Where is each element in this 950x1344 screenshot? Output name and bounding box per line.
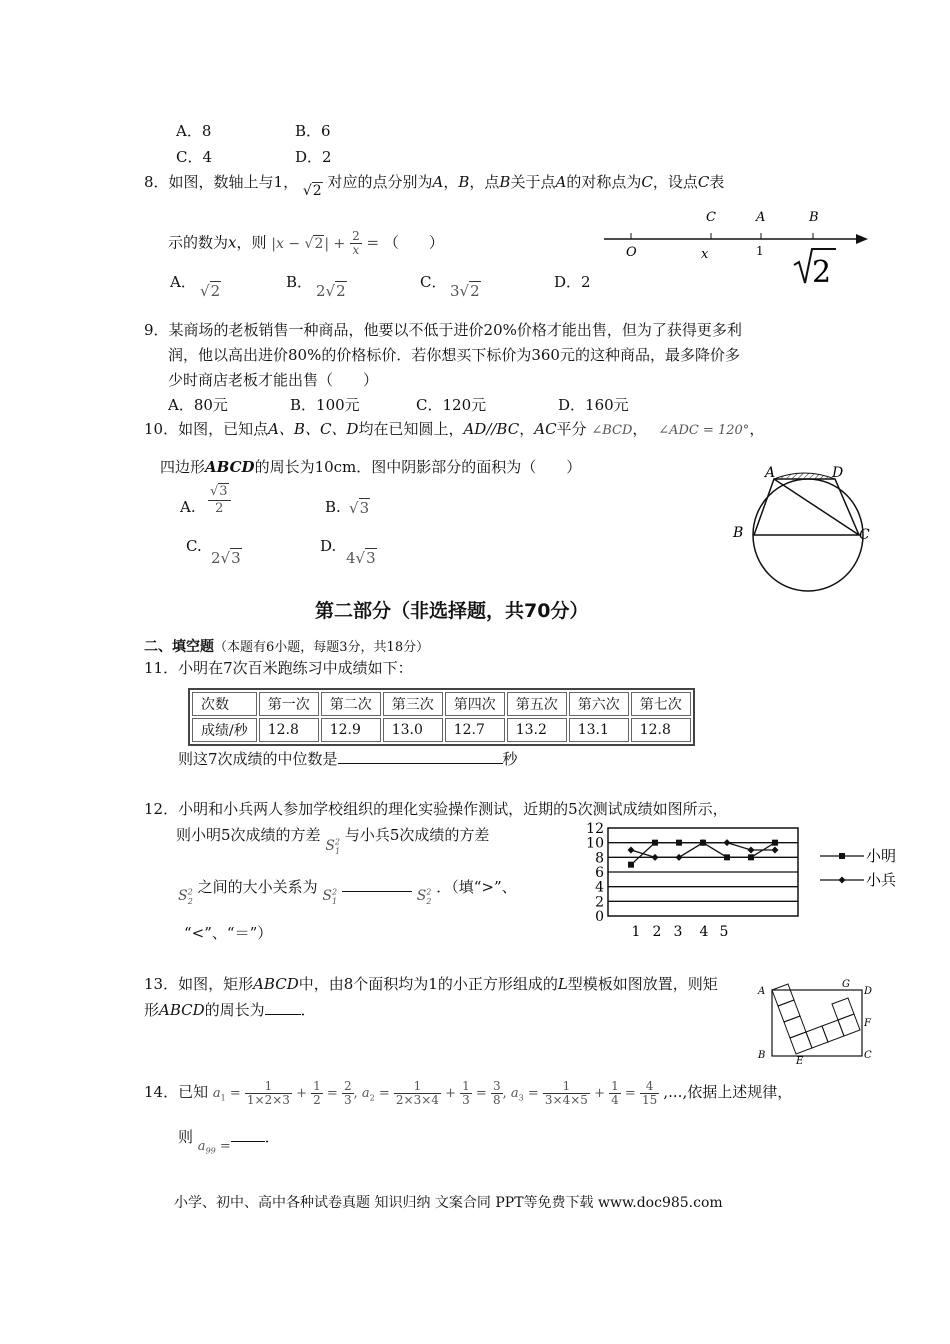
q14-answer-blank[interactable] (231, 1141, 265, 1142)
q7-option-c: C．4 (176, 148, 213, 166)
q9-line1: 9．某商场的老板销售一种商品，他要以不低于进价20%价格才能出售，但为了获得更多利 (144, 321, 742, 339)
q11-answer-blank[interactable] (338, 763, 503, 764)
nl-label-b: B (809, 210, 819, 225)
q12-line3: $S^2_2$ 之间的大小关系为 $S^2_1$ $S^2_2$ ．（填“>”、 (178, 878, 517, 906)
q12-score-line-chart (588, 818, 908, 938)
q10-option-a-val: $\frac{√3}{2}$ (208, 484, 231, 517)
table-cell: 12.8 (631, 718, 691, 742)
data-point (724, 839, 731, 846)
table-cell: 12.9 (321, 718, 381, 742)
nl-label-1: 1 (756, 244, 764, 258)
number-line-figure (598, 205, 878, 290)
data-point (748, 847, 755, 854)
q9-option-b: B．100元 (290, 396, 360, 414)
q12-answer-blank[interactable] (342, 891, 412, 892)
data-point (748, 854, 754, 860)
q13-answer-blank[interactable] (265, 1014, 301, 1015)
q12-line4: “<”、“＝”） (184, 924, 273, 942)
table-cell: 第一次 (259, 692, 319, 716)
q8-line1: 8．如图，数轴上与1， √2 对应的点分别为A，B，点B关于点A的对称点为C，设点C表 (144, 173, 725, 199)
fig13-label-f: F (864, 1018, 871, 1029)
q8-option-b: B． (286, 273, 313, 291)
table-cell: 第四次 (445, 692, 505, 716)
q9-option-a: A．80元 (168, 396, 228, 414)
q10-option-c-val: 2√3 (211, 549, 241, 567)
fig13-label-g: G (842, 979, 850, 990)
part2-title: 第二部分（非选择题，共70分） (315, 600, 589, 622)
table-cell: 第六次 (569, 692, 629, 716)
table-cell: 第七次 (631, 692, 691, 716)
x-tick-label: 2 (652, 924, 662, 940)
data-point (628, 862, 634, 868)
q8-line2: 示的数为x，则 |x − √2| + $\frac{2}{x}$ = （ ） (168, 229, 444, 257)
q8-option-a-val: √2 (200, 282, 221, 300)
fig13-label-c: C (864, 1050, 872, 1061)
fig10-label-a: A (765, 465, 776, 481)
table-cell: 12.8 (259, 718, 319, 742)
q11-answer-line: 则这7次成绩的中位数是 秒 (178, 750, 518, 768)
table-cell: 第三次 (383, 692, 443, 716)
legend-label: 小兵 (866, 871, 897, 889)
data-point (772, 840, 778, 846)
circle-quadrilateral-figure (725, 455, 885, 595)
q8-option-c: C． (420, 273, 447, 291)
fig13-label-d: D (864, 986, 873, 997)
q10-option-b: B. (325, 498, 341, 516)
fig13-label-a: A (758, 986, 766, 997)
q7-option-d: D．2 (295, 148, 332, 166)
table-cell: 12.7 (445, 718, 505, 742)
table-cell: 第二次 (321, 692, 381, 716)
data-point (676, 854, 683, 861)
y-tick-label: 12 (586, 821, 604, 837)
q10-option-b-val: √3 (349, 499, 370, 517)
nl-label-a: A (756, 210, 766, 225)
q10-option-a: A. (180, 498, 196, 516)
data-point (676, 840, 682, 846)
fig10-label-b: B (733, 525, 744, 541)
data-point (772, 847, 779, 854)
q9-line3: 少时商店老板才能出售（ ） (168, 371, 379, 389)
q10-option-c: C. (186, 537, 202, 555)
q10-line2: 四边形ABCD的周长为10cm．图中阴影部分的面积为（ ） (160, 458, 582, 476)
data-point (652, 840, 658, 846)
table-cell: 13.2 (507, 718, 567, 742)
q8-option-c-val: 3√2 (450, 282, 480, 300)
x-tick-label: 3 (673, 924, 683, 940)
legend-marker (839, 877, 846, 884)
q12-line2: 则小明5次成绩的方差 $S^2_1$ 与小兵5次成绩的方差 (176, 826, 490, 856)
y-tick-label: 10 (586, 835, 604, 852)
table-cell: 第五次 (507, 692, 567, 716)
y-tick-label: 2 (595, 894, 604, 911)
fig10-label-c: C (859, 527, 870, 543)
q9-option-d: D．160元 (558, 396, 629, 414)
table-cell: 13.0 (383, 718, 443, 742)
legend-label: 小明 (866, 847, 897, 865)
y-tick-label: 6 (595, 865, 604, 881)
rectangle-l-template-figure (752, 972, 880, 1067)
fig10-label-d: D (832, 465, 844, 481)
nl-label-c: C (706, 210, 716, 225)
q9-option-c: C．120元 (416, 396, 487, 414)
data-point (724, 854, 730, 860)
q12-line1: 12．小明和小兵两人参加学校组织的理化实验操作测试，近期的5次测试成绩如图所示， (144, 800, 728, 818)
y-tick-label: 8 (595, 850, 604, 867)
table-cell: 次数 (192, 692, 257, 716)
q13-line2: 形ABCD的周长为 ． (144, 1001, 316, 1019)
nl-big-sqrt2: 2 (812, 255, 832, 290)
table-row (192, 692, 691, 716)
q8-option-a: A． (170, 273, 196, 291)
q10-option-d-val: 4√3 (346, 549, 376, 567)
data-point (652, 854, 659, 861)
nl-label-x: x (701, 247, 709, 262)
table-cell: 13.1 (569, 718, 629, 742)
q8-option-d: D．2 (554, 273, 591, 291)
q9-line2: 润，他以高出进价80%的价格标价．若你想买下标价为360元的这种商品，最多降价多 (168, 346, 740, 364)
q14-line1: 14．已知 $a_1$ = $\frac{1}{1\times 2\times 3}$ + $\frac{1}{2}$ = $\frac{2}{3}$ , $a_2$ = $\frac{1}{2\times 3\times 4}$ + $\frac{1}{3}$ = $\frac{3}{8}$ , $a_3$ = $\frac{1}{3\times 4\times 5}$ + $\frac{1}{4}$ = $\frac{4}{15}$ ,...,依据上述规律， (144, 1079, 793, 1107)
page-footer: 小学、初中、高中各种试卷真题 知识归纳 文案合同 PPT等免费下载 www.doc985.com (174, 1195, 723, 1211)
q11-line1: 11．小明在7次百米跑练习中成绩如下： (144, 659, 413, 677)
q8-option-b-val: 2√2 (316, 282, 346, 300)
data-point (628, 847, 635, 854)
q10-line1: 10．如图，已知点A、B、C、D均在已知圆上，AD//BC，AC平分 ∠BCD， ∠ADC = 120°， (144, 420, 765, 438)
fig13-label-e: E (796, 1056, 804, 1067)
q14-line2: 则 $a_{99}$ =． (178, 1128, 280, 1156)
q7-option-a: A．8 (176, 122, 212, 140)
x-tick-label: 1 (631, 924, 641, 940)
y-tick-label: 0 (595, 909, 604, 925)
fig13-label-b: B (758, 1050, 766, 1061)
q7-option-b: B．6 (295, 122, 331, 140)
q10-option-d: D. (320, 537, 337, 555)
x-tick-label: 5 (719, 924, 729, 940)
table-row (192, 718, 691, 742)
q13-line1: 13．如图，矩形ABCD中，由8个面积均为1的小正方形组成的L型模板如图放置，则矩 (144, 975, 718, 993)
table-cell: 成绩/秒 (192, 718, 257, 742)
y-tick-label: 4 (595, 879, 604, 896)
legend-marker (839, 853, 845, 859)
x-tick-label: 4 (699, 924, 709, 940)
nl-label-o: O (626, 245, 637, 260)
q11-score-table (188, 688, 695, 746)
section2-heading: 二、填空题（本题有6小题，每题3分，共18分） (144, 639, 430, 655)
